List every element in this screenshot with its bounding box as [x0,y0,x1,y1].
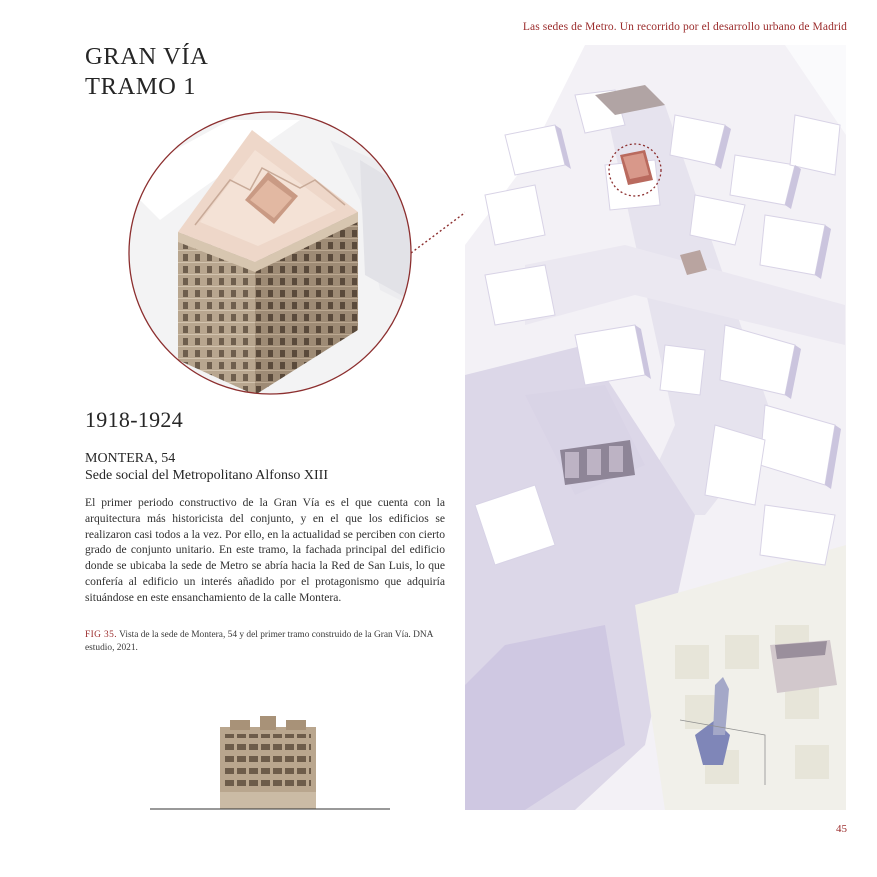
running-header: Las sedes de Metro. Un recorrido por el desarrollo urbano de Madrid [522,21,847,33]
figure-caption [85,629,445,655]
facade-elevation-drawing [150,712,392,812]
title-line-1: GRAN VÍA [85,43,209,70]
body-paragraph: El primer periodo constructivo de la Gran Vía es el que cuenta con la arquitectura más historicista del conjunto, y en el que los edificios se realizaron casi todos a la vez. Por ello, en la actualidad se perciben con cierto grado de conjunto unitario. En este tramo, la fachada principal del edificio donde se ubicaba la sede de Metro se abría hacia la Red de San Luis, lo que confería al edificio un interés añadido por el protagonismo que adquiría situándose en este ensanchamiento de la calle Montera. [85,496,445,604]
building-name: Sede social del Metropolitano Alfonso XIII [85,468,329,483]
page-number: 45 [836,823,847,835]
figure-label: FIG 35. [85,630,117,640]
title-line-2: TRAMO 1 [85,73,197,100]
address-line: MONTERA, 54 [85,451,176,466]
address-block [85,450,328,484]
period-heading: 1918-1924 [85,407,184,432]
figure-caption-text: Vista de la sede de Montera, 54 y del primer tramo construido de la Gran Vía. DNA estudio, 2021. [85,630,433,653]
aerial-map-illustration [465,45,846,810]
detail-circle-content [120,100,430,410]
